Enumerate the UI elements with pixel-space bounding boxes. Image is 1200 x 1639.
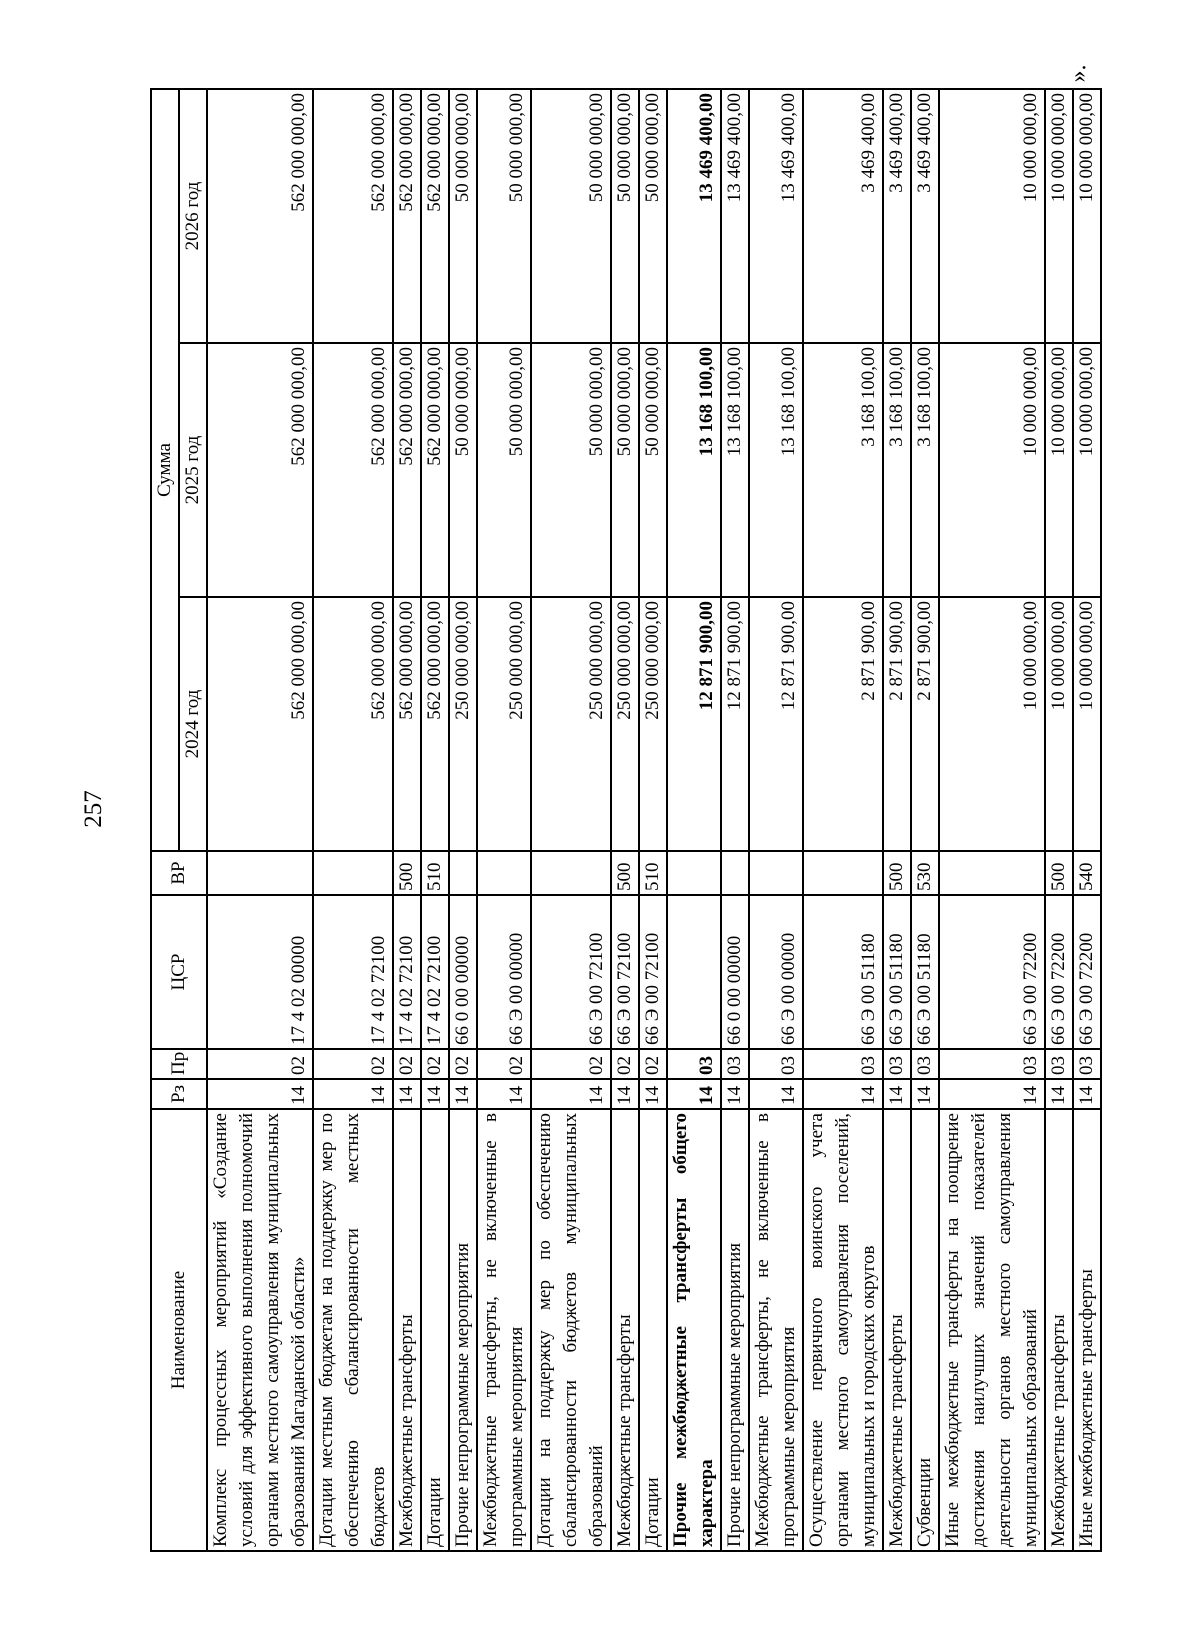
header-name: Наименование <box>151 1109 207 1551</box>
table-row <box>611 89 639 1551</box>
cell-y2025: 3 168 100,00 <box>883 343 911 597</box>
cell-rz: 14 <box>721 1079 749 1109</box>
table-row <box>1045 89 1073 1551</box>
cell-y2024: 10 000 000,00 <box>1045 597 1073 851</box>
cell-y2024: 12 871 900,00 <box>749 597 803 851</box>
cell-y2025: 562 000 000,00 <box>393 343 421 597</box>
cell-vr: 540 <box>1073 851 1101 895</box>
cell-csr: 66 Э 00 72200 <box>1045 895 1073 1049</box>
cell-name: Дотации на поддержку мер по обеспечению сбалансированности бюджетов муниципальных образований <box>531 1109 611 1551</box>
cell-csr: 17 4 02 72100 <box>393 895 421 1049</box>
cell-csr: 17 4 02 72100 <box>313 895 393 1049</box>
cell-y2024: 10 000 000,00 <box>939 597 1045 851</box>
budget-table <box>150 88 1102 1552</box>
cell-y2025: 562 000 000,00 <box>421 343 449 597</box>
cell-vr <box>939 851 1045 895</box>
cell-csr: 66 Э 00 51180 <box>803 895 883 1049</box>
header-vr: ВР <box>151 851 207 895</box>
table-row <box>749 89 803 1551</box>
cell-csr: 66 Э 00 51180 <box>883 895 911 1049</box>
cell-pr: 02 <box>449 1049 477 1079</box>
cell-rz: 14 <box>449 1079 477 1109</box>
cell-rz: 14 <box>1073 1079 1101 1109</box>
table-row <box>1073 89 1101 1551</box>
cell-csr: 17 4 02 72100 <box>421 895 449 1049</box>
cell-csr: 17 4 02 00000 <box>207 895 313 1049</box>
cell-rz: 14 <box>639 1079 667 1109</box>
cell-csr: 66 0 00 00000 <box>449 895 477 1049</box>
cell-csr: 66 0 00 00000 <box>721 895 749 1049</box>
cell-y2026: 50 000 000,00 <box>611 89 639 343</box>
cell-rz: 14 <box>531 1079 611 1109</box>
cell-pr: 02 <box>313 1049 393 1079</box>
cell-pr: 03 <box>939 1049 1045 1079</box>
table-row <box>883 89 911 1551</box>
cell-y2025: 50 000 000,00 <box>449 343 477 597</box>
cell-name: Прочие непрограммные мероприятия <box>449 1109 477 1551</box>
table-row <box>207 89 313 1551</box>
cell-y2026: 562 000 000,00 <box>421 89 449 343</box>
cell-y2025: 50 000 000,00 <box>477 343 531 597</box>
cell-name: Субвенции <box>911 1109 939 1551</box>
cell-pr: 03 <box>667 1049 721 1079</box>
header-2026: 2026 год <box>179 89 207 343</box>
header-2024: 2024 год <box>179 597 207 851</box>
cell-name: Межбюджетные трансферты <box>611 1109 639 1551</box>
cell-y2025: 3 168 100,00 <box>803 343 883 597</box>
budget-table-rotated <box>150 90 1102 1552</box>
cell-name: Прочие непрограммные мероприятия <box>721 1109 749 1551</box>
cell-csr: 66 Э 00 72100 <box>639 895 667 1049</box>
cell-y2024: 12 871 900,00 <box>721 597 749 851</box>
cell-pr: 03 <box>911 1049 939 1079</box>
table-row <box>803 89 883 1551</box>
cell-y2025: 13 168 100,00 <box>667 343 721 597</box>
cell-y2025: 13 168 100,00 <box>721 343 749 597</box>
cell-y2025: 10 000 000,00 <box>1073 343 1101 597</box>
cell-pr: 03 <box>1045 1049 1073 1079</box>
cell-y2026: 10 000 000,00 <box>939 89 1045 343</box>
cell-y2025: 50 000 000,00 <box>611 343 639 597</box>
cell-rz: 14 <box>667 1079 721 1109</box>
cell-pr: 03 <box>803 1049 883 1079</box>
cell-y2024: 562 000 000,00 <box>207 597 313 851</box>
cell-y2024: 12 871 900,00 <box>667 597 721 851</box>
cell-pr: 02 <box>477 1049 531 1079</box>
header-sum: Сумма <box>151 89 179 851</box>
cell-y2026: 3 469 400,00 <box>883 89 911 343</box>
table-row <box>667 89 721 1551</box>
cell-pr: 02 <box>421 1049 449 1079</box>
cell-csr: 66 Э 00 72200 <box>939 895 1045 1049</box>
cell-pr: 02 <box>531 1049 611 1079</box>
cell-name: Межбюджетные трансферты, не включенные в программные мероприятия <box>477 1109 531 1551</box>
table-row <box>911 89 939 1551</box>
header-pr: Пр <box>151 1049 207 1079</box>
cell-name: Межбюджетные трансферты <box>883 1109 911 1551</box>
cell-vr <box>531 851 611 895</box>
cell-y2026: 13 469 400,00 <box>749 89 803 343</box>
header-rz: Рз <box>151 1079 207 1109</box>
cell-name: Межбюджетные трансферты <box>393 1109 421 1551</box>
cell-name: Иные межбюджетные трансферты <box>1073 1109 1101 1551</box>
cell-pr: 03 <box>749 1049 803 1079</box>
cell-y2026: 562 000 000,00 <box>393 89 421 343</box>
cell-vr <box>207 851 313 895</box>
cell-y2024: 562 000 000,00 <box>313 597 393 851</box>
cell-rz: 14 <box>1045 1079 1073 1109</box>
page-number: 257 <box>80 790 107 828</box>
cell-y2026: 50 000 000,00 <box>531 89 611 343</box>
cell-y2025: 50 000 000,00 <box>531 343 611 597</box>
cell-name: Дотации <box>639 1109 667 1551</box>
cell-pr: 02 <box>393 1049 421 1079</box>
table-row <box>421 89 449 1551</box>
cell-y2025: 10 000 000,00 <box>1045 343 1073 597</box>
cell-y2024: 250 000 000,00 <box>477 597 531 851</box>
cell-rz: 14 <box>313 1079 393 1109</box>
cell-vr: 500 <box>393 851 421 895</box>
table-body <box>207 89 1101 1551</box>
cell-y2024: 250 000 000,00 <box>449 597 477 851</box>
cell-y2025: 50 000 000,00 <box>639 343 667 597</box>
cell-vr <box>449 851 477 895</box>
cell-name: Дотации <box>421 1109 449 1551</box>
header-csr: ЦСР <box>151 895 207 1049</box>
cell-vr: 510 <box>639 851 667 895</box>
cell-name: Иные межбюджетные трансферты на поощрение достижения наилучших значений показателей деятельности органов местного самоуправления муниципальных образований <box>939 1109 1045 1551</box>
cell-y2024: 2 871 900,00 <box>883 597 911 851</box>
table-row <box>477 89 531 1551</box>
cell-vr: 530 <box>911 851 939 895</box>
cell-rz: 14 <box>911 1079 939 1109</box>
cell-y2024: 250 000 000,00 <box>611 597 639 851</box>
cell-vr <box>313 851 393 895</box>
cell-rz: 14 <box>421 1079 449 1109</box>
cell-y2026: 562 000 000,00 <box>313 89 393 343</box>
cell-rz: 14 <box>749 1079 803 1109</box>
cell-y2026: 10 000 000,00 <box>1045 89 1073 343</box>
cell-y2024: 562 000 000,00 <box>421 597 449 851</box>
cell-vr <box>667 851 721 895</box>
cell-name: Межбюджетные трансферты, не включенные в программные мероприятия <box>749 1109 803 1551</box>
cell-vr: 500 <box>1045 851 1073 895</box>
cell-rz: 14 <box>939 1079 1045 1109</box>
cell-name: Прочие межбюджетные трансферты общего характера <box>667 1109 721 1551</box>
cell-y2026: 13 469 400,00 <box>667 89 721 343</box>
cell-csr: 66 Э 00 72100 <box>531 895 611 1049</box>
cell-y2024: 562 000 000,00 <box>393 597 421 851</box>
cell-y2024: 250 000 000,00 <box>639 597 667 851</box>
cell-vr <box>803 851 883 895</box>
table-row <box>721 89 749 1551</box>
cell-rz: 14 <box>393 1079 421 1109</box>
cell-y2024: 2 871 900,00 <box>911 597 939 851</box>
cell-y2025: 3 168 100,00 <box>911 343 939 597</box>
cell-csr: 66 Э 00 72200 <box>1073 895 1101 1049</box>
cell-pr: 02 <box>207 1049 313 1079</box>
closing-quote-mark: ». <box>1065 64 1092 83</box>
cell-csr: 66 Э 00 00000 <box>749 895 803 1049</box>
cell-csr <box>667 895 721 1049</box>
cell-rz: 14 <box>477 1079 531 1109</box>
cell-y2026: 562 000 000,00 <box>207 89 313 343</box>
cell-y2024: 250 000 000,00 <box>531 597 611 851</box>
cell-vr: 510 <box>421 851 449 895</box>
cell-y2026: 50 000 000,00 <box>449 89 477 343</box>
cell-vr <box>749 851 803 895</box>
cell-y2025: 562 000 000,00 <box>313 343 393 597</box>
cell-y2024: 2 871 900,00 <box>803 597 883 851</box>
cell-name: Комплекс процессных мероприятий «Создание условий для эффективного выполнения полномочий органами местного самоуправления муниципальных образований Магаданской области» <box>207 1109 313 1551</box>
cell-pr: 03 <box>721 1049 749 1079</box>
cell-vr: 500 <box>883 851 911 895</box>
table-header <box>151 89 207 1551</box>
cell-y2025: 13 168 100,00 <box>749 343 803 597</box>
cell-csr: 66 Э 00 72100 <box>611 895 639 1049</box>
cell-name: Дотации местным бюджетам на поддержку мер по обеспечению сбалансированности местных бюджетов <box>313 1109 393 1551</box>
table-row <box>449 89 477 1551</box>
cell-rz: 14 <box>883 1079 911 1109</box>
cell-y2025: 10 000 000,00 <box>939 343 1045 597</box>
cell-pr: 02 <box>639 1049 667 1079</box>
cell-csr: 66 Э 00 51180 <box>911 895 939 1049</box>
cell-pr: 03 <box>883 1049 911 1079</box>
cell-y2026: 13 469 400,00 <box>721 89 749 343</box>
cell-csr: 66 Э 00 00000 <box>477 895 531 1049</box>
cell-y2026: 3 469 400,00 <box>803 89 883 343</box>
cell-y2026: 50 000 000,00 <box>639 89 667 343</box>
cell-rz: 14 <box>207 1079 313 1109</box>
cell-pr: 02 <box>611 1049 639 1079</box>
cell-y2026: 3 469 400,00 <box>911 89 939 343</box>
table-row <box>393 89 421 1551</box>
cell-pr: 03 <box>1073 1049 1101 1079</box>
cell-name: Межбюджетные трансферты <box>1045 1109 1073 1551</box>
cell-y2026: 50 000 000,00 <box>477 89 531 343</box>
cell-vr <box>477 851 531 895</box>
table-row <box>639 89 667 1551</box>
table-row <box>313 89 393 1551</box>
cell-vr <box>721 851 749 895</box>
cell-y2024: 10 000 000,00 <box>1073 597 1101 851</box>
cell-y2025: 562 000 000,00 <box>207 343 313 597</box>
cell-vr: 500 <box>611 851 639 895</box>
cell-rz: 14 <box>803 1079 883 1109</box>
cell-rz: 14 <box>611 1079 639 1109</box>
header-2025: 2025 год <box>179 343 207 597</box>
table-row <box>531 89 611 1551</box>
cell-y2026: 10 000 000,00 <box>1073 89 1101 343</box>
table-row <box>939 89 1045 1551</box>
cell-name: Осуществление первичного воинского учета органами местного самоуправления поселений, муниципальных и городских округов <box>803 1109 883 1551</box>
